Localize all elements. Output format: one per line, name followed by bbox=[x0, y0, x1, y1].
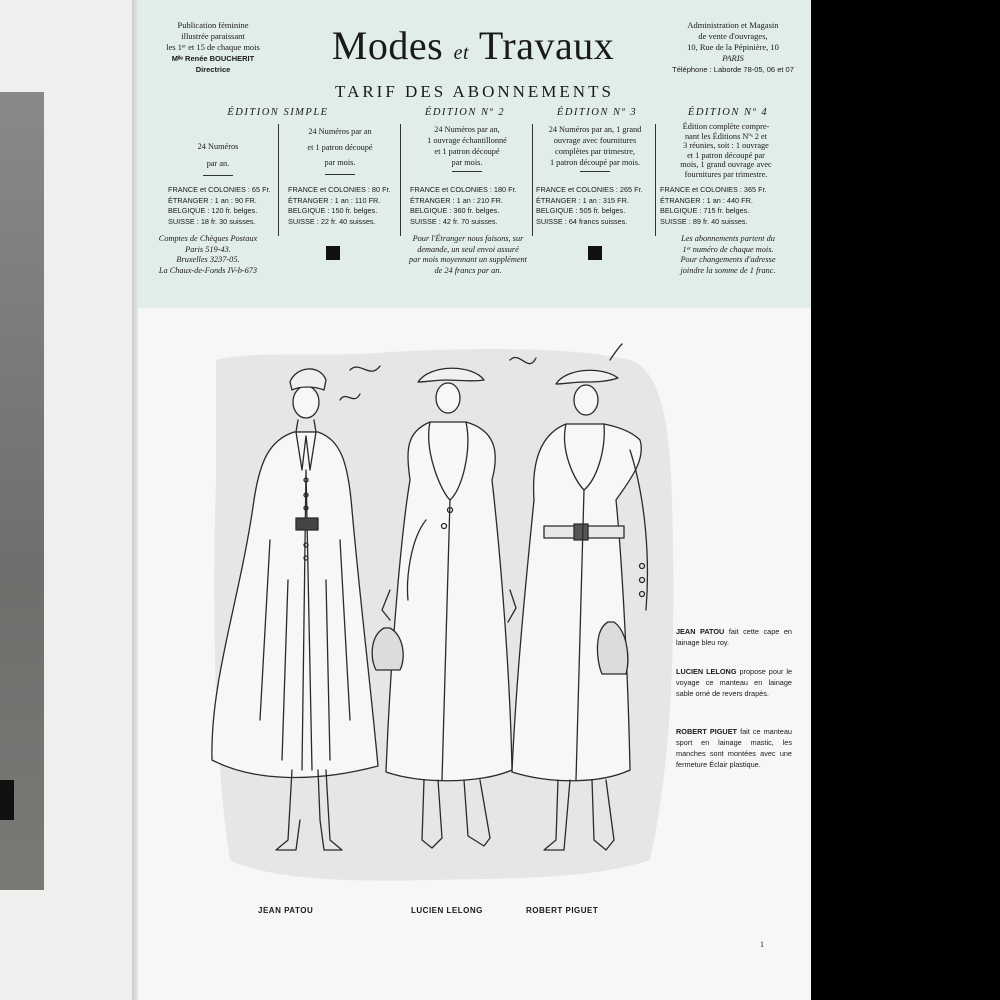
note-jean-patou bbox=[676, 626, 792, 648]
footnote-line: Comptes de Chèques Postaux bbox=[158, 234, 258, 243]
note-lucien-lelong bbox=[676, 666, 792, 699]
price-line: BELGIQUE : 715 fr. belges. bbox=[660, 206, 750, 216]
desc-line: 24 Numéros bbox=[197, 142, 239, 151]
price-line: SUISSE : 64 francs suisses. bbox=[536, 216, 628, 226]
column-rule bbox=[278, 124, 279, 236]
publisher-info-right bbox=[658, 20, 808, 75]
price-line: SUISSE : 89 fr. 40 suisses. bbox=[660, 216, 748, 226]
edition-heading-3: ÉDITION Nº 3 bbox=[556, 107, 638, 118]
desc-line: 24 Numéros par an bbox=[308, 127, 372, 136]
desc-line: et 1 patron découpé bbox=[434, 147, 500, 156]
caption-robert-piguet: ROBERT PIGUET bbox=[526, 906, 599, 915]
prices-edition-2 bbox=[410, 185, 517, 227]
price-line: ÉTRANGER : 1 an : 110 FR. bbox=[288, 195, 381, 205]
note-text: fait cette cape en lainage bleu roy. bbox=[676, 627, 792, 647]
edition-heading-text: SIMPLE bbox=[283, 107, 329, 118]
facing-page-photo bbox=[0, 92, 44, 890]
desc-line: nant les Éditions Nºˢ 2 et bbox=[685, 131, 767, 141]
note-text: propose pour le voyage ce manteau en lainage sable orné de revers drapés. bbox=[676, 667, 793, 698]
footnote-line: joindre la somme de 1 franc. bbox=[680, 265, 776, 275]
desc-line: complètes par trimestre, bbox=[555, 147, 635, 156]
subscription-header bbox=[138, 0, 811, 308]
price-line: ÉTRANGER : 1 an : 315 FR. bbox=[536, 195, 629, 205]
background-right bbox=[811, 0, 1000, 1000]
masthead-word: Modes bbox=[331, 23, 444, 68]
prices-simple-b bbox=[288, 185, 391, 227]
footnote-foreign-shipping bbox=[388, 234, 548, 276]
desc-line: 1 ouvrage échantillonné bbox=[427, 136, 507, 145]
price-line: FRANCE et COLONIES : 265 Fr. bbox=[536, 185, 643, 194]
desc-line: par mois. bbox=[324, 158, 356, 167]
edition-2-desc bbox=[404, 124, 530, 177]
desc-line: 24 Numéros par an, bbox=[434, 125, 500, 134]
desc-line: par mois. bbox=[451, 158, 483, 167]
price-line: ÉTRANGER : 1 an : 90 FR. bbox=[168, 195, 257, 205]
desc-line: 3 réunies, soit : 1 ouvrage bbox=[683, 141, 769, 151]
note-designer: ROBERT PIGUET bbox=[676, 727, 738, 736]
footnote-subscriptions bbox=[653, 234, 803, 276]
footnote-line: Pour changements d'adresse bbox=[680, 255, 776, 264]
square-bullet bbox=[588, 246, 602, 260]
publisher-info-left bbox=[138, 20, 288, 75]
footnote-line: de 24 francs par an. bbox=[434, 265, 502, 275]
desc-line: par an. bbox=[206, 159, 230, 168]
publisher-line: Publication féminine bbox=[177, 20, 249, 30]
price-line: BELGIQUE : 360 fr. belges. bbox=[410, 206, 500, 216]
note-designer: LUCIEN LELONG bbox=[676, 667, 737, 676]
dash-rule bbox=[452, 171, 482, 172]
price-line: FRANCE et COLONIES : 180 Fr. bbox=[410, 185, 517, 194]
price-line: FRANCE et COLONIES : 365 Fr. bbox=[660, 185, 767, 194]
address-city: PARIS bbox=[722, 53, 744, 63]
footnote-line: Pour l'Étranger nous faisons, sur bbox=[412, 234, 524, 243]
edition-heading-simple bbox=[158, 107, 398, 118]
price-line: SUISSE : 42 fr. 70 suisses. bbox=[410, 216, 498, 226]
price-line: ÉTRANGER : 1 an : 210 FR. bbox=[410, 195, 503, 205]
tarif-heading: TARIF DES ABONNEMENTS bbox=[335, 82, 614, 101]
edition-heading-2: ÉDITION Nº 2 bbox=[424, 107, 506, 118]
footnote-line: Les abonnements partent du bbox=[681, 234, 775, 243]
address-line: de vente d'ouvrages, bbox=[698, 31, 768, 41]
prices-edition-3 bbox=[536, 185, 643, 227]
edition-heading-4: ÉDITION Nº 4 bbox=[687, 107, 769, 118]
facing-page-letter-fragment bbox=[0, 780, 14, 820]
price-line: FRANCE et COLONIES : 80 Fr. bbox=[288, 185, 391, 194]
director-name: Mˡˡᵉ Renée BOUCHERIT bbox=[171, 54, 255, 63]
prices-edition-4 bbox=[660, 185, 767, 227]
footnote-line: 1ᵉʳ numéro de chaque mois. bbox=[682, 244, 774, 254]
price-line: BELGIQUE : 505 fr. belges. bbox=[536, 206, 626, 216]
dash-rule bbox=[203, 175, 233, 176]
caption-lucien-lelong: LUCIEN LELONG bbox=[411, 906, 483, 915]
edition-3-desc bbox=[534, 124, 656, 177]
price-line: BELGIQUE : 150 fr. belges. bbox=[288, 206, 378, 216]
note-designer: JEAN PATOU bbox=[676, 627, 725, 636]
footnote-line: par mois moyennant un supplément bbox=[409, 255, 527, 264]
desc-line: fournitures par trimestre. bbox=[684, 169, 768, 179]
director-title: Directrice bbox=[195, 65, 231, 74]
masthead-word: Travaux bbox=[478, 23, 615, 68]
column-rule bbox=[532, 124, 533, 236]
desc-line: 24 Numéros par an, 1 grand bbox=[548, 125, 642, 134]
note-robert-piguet bbox=[676, 726, 792, 770]
footnote-line: La Chaux-de-Fonds IV-b-673 bbox=[158, 265, 258, 275]
price-line: FRANCE et COLONIES : 65 Fr. bbox=[168, 185, 271, 194]
edition-heading-text: ÉDITION bbox=[227, 107, 280, 118]
page-number: 1 bbox=[760, 940, 764, 949]
edition-simple-a-desc bbox=[158, 138, 278, 181]
desc-line: mois, 1 grand ouvrage avec bbox=[680, 160, 772, 170]
masthead-title bbox=[288, 22, 658, 69]
footnote-line: Bruxelles 3237-05. bbox=[176, 255, 240, 264]
publisher-line: illustrée paraissant bbox=[181, 31, 245, 41]
footnote-line: Paris 519-43. bbox=[185, 244, 231, 254]
caption-jean-patou: JEAN PATOU bbox=[258, 906, 314, 915]
fashion-illustration bbox=[210, 340, 678, 885]
telephone: Téléphone : Laborde 78-05, 06 et 07 bbox=[672, 65, 794, 74]
note-text: fait ce manteau sport en lainage mastic, les manches sont montées avec une fermeture Éclair plastique. bbox=[676, 727, 792, 769]
price-line: SUISSE : 22 fr. 40 suisses. bbox=[288, 216, 376, 226]
footnote-postal-accounts bbox=[138, 234, 278, 276]
facing-page bbox=[0, 0, 136, 1000]
prices-simple-a bbox=[168, 185, 271, 227]
address-line: Administration et Magasin bbox=[687, 20, 779, 30]
publisher-line: les 1ᵉʳ et 15 de chaque mois bbox=[166, 42, 260, 52]
price-line: BELGIQUE : 120 fr. belges. bbox=[168, 206, 258, 216]
dash-rule bbox=[580, 171, 610, 172]
price-line: SUISSE : 18 fr. 30 suisses. bbox=[168, 216, 256, 226]
desc-line: ouvrage avec fournitures bbox=[553, 136, 637, 145]
dash-rule bbox=[325, 174, 355, 175]
address-line: 10, Rue de la Pépinière, 10 bbox=[687, 42, 779, 52]
desc-line: 1 patron découpé par mois. bbox=[549, 158, 641, 167]
masthead-et: et bbox=[453, 42, 470, 64]
column-rule bbox=[400, 124, 401, 236]
desc-line: et 1 patron découpé bbox=[307, 142, 373, 152]
edition-simple-b-desc bbox=[282, 124, 398, 180]
edition-4-desc bbox=[656, 122, 796, 180]
price-line: ÉTRANGER : 1 an : 440 FR. bbox=[660, 195, 753, 205]
desc-line: Édition complète compre- bbox=[682, 122, 770, 131]
desc-line: et 1 patron découpé par bbox=[687, 150, 765, 160]
magazine-page bbox=[138, 0, 811, 1000]
footnote-line: demande, un seul envoi assuré bbox=[417, 244, 519, 254]
square-bullet bbox=[326, 246, 340, 260]
